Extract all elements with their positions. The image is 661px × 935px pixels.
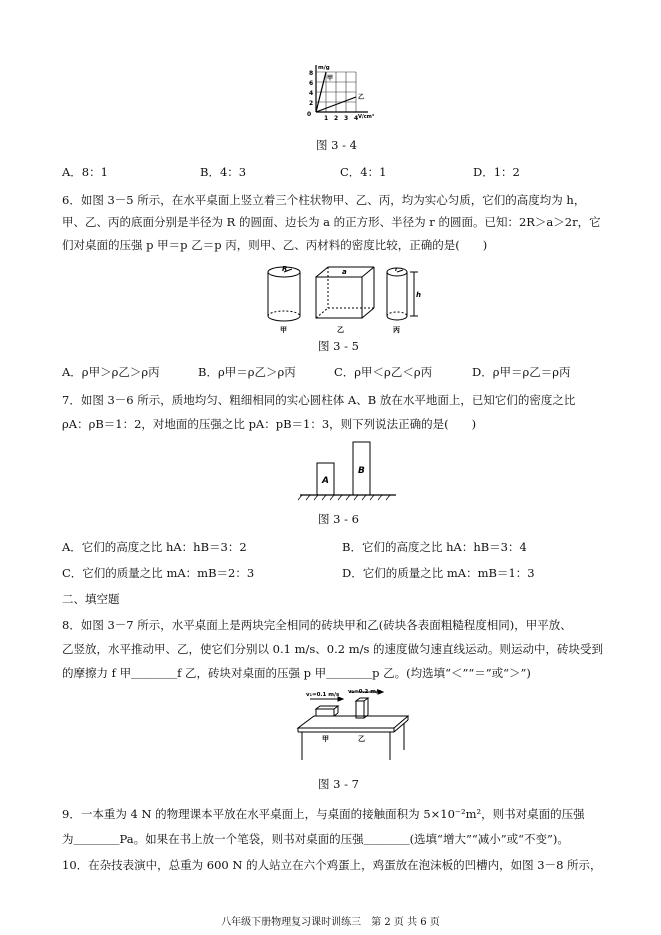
- y-axis-label: m/g: [318, 65, 330, 71]
- cylinder-a-label: A: [322, 476, 329, 486]
- section-heading-fill-in: 二、填空题: [62, 592, 120, 606]
- q5-option-b: B．4：3: [200, 165, 247, 179]
- velocity-1-label: v₁=0.1 m/s: [306, 692, 340, 698]
- q7-line-2: ρA：ρB＝1：2，对地面的压强之比 pA：pB＝1：3，则下列说法正确的是( ): [62, 417, 477, 431]
- y-tick-2: 2: [309, 100, 314, 107]
- q5-option-c: C．4：1: [340, 165, 387, 179]
- x-tick-3: 3: [344, 115, 349, 122]
- q7-line-1: 7．如图 3－6 所示，质地均匀、粗细相同的实心圆柱体 A、B 放在水平地面上，已知它们的密度之比: [62, 393, 576, 407]
- figure-3-7-caption: 图 3 - 7: [318, 777, 359, 791]
- q6-option-d: D．ρ甲＝ρ乙＝ρ丙: [472, 365, 571, 379]
- page-footer: 八年级下册物理复习课时训练三 第 2 页 共 6 页: [221, 917, 440, 928]
- figure-3-6-drawing: [296, 436, 400, 506]
- dim-R-label: R: [282, 265, 288, 273]
- q6-line-2: 甲、乙、丙的底面分别是半径为 R 的圆面、边长为 a 的正方形、半径为 r 的圆面。已知：2R＞a＞2r，它: [62, 215, 601, 229]
- q8-line-1: 8．如图 3－7 所示，水平桌面上是两块完全相同的砖块甲和乙(砖块各表面粗糙程度相同)，甲平放、: [62, 618, 572, 632]
- dim-a-label: a: [342, 268, 347, 276]
- y-tick-0: 0: [307, 111, 312, 118]
- series-a-label: 甲: [327, 75, 334, 82]
- q5-option-d: D．1：2: [473, 165, 520, 179]
- y-tick-4: 4: [309, 90, 314, 97]
- label-yi: 乙: [337, 326, 344, 334]
- q7-option-d: D．它们的质量之比 mA：mB＝1：3: [342, 566, 535, 580]
- q10-line-1: 10．在杂技表演中，总重为 600 N 的人站立在六个鸡蛋上，鸡蛋放在泡沫板的凹槽内，如图 3－8 所示，: [62, 858, 602, 872]
- figure-3-4-caption: 图 3 - 4: [316, 138, 357, 152]
- q6-line-3: 们对桌面的压强 p 甲＝p 乙＝p 丙，则甲、乙、丙材料的密度比较，正确的是( ): [62, 238, 488, 252]
- figure-3-6-caption: 图 3 - 6: [318, 512, 359, 526]
- label-jia: 甲: [280, 326, 287, 334]
- series-b-label: 乙: [358, 94, 365, 101]
- q6-line-1: 6．如图 3－5 所示，在水平桌面上竖立着三个柱状物甲、乙、丙，均为实心匀质，它们的高度均为 h，: [62, 193, 586, 207]
- q7-option-b: B．它们的高度之比 hA：hB＝3：4: [342, 540, 527, 554]
- q8-line-3: 的摩擦力 f 甲＿＿＿＿f 乙，砖块对桌面的压强 p 甲＿＿＿＿p 乙。(均选填“＜”“＝”或“＞”): [62, 666, 531, 680]
- q8-line-2: 乙竖放，水平推动甲、乙，使它们分别以 0.1 m/s、0.2 m/s 的速度做匀速直线运动。则运动中，砖块受到: [62, 642, 604, 656]
- figure-3-4-graph: [296, 62, 376, 132]
- cylinder-b-label: B: [358, 466, 365, 476]
- x-tick-2: 2: [334, 115, 339, 122]
- q6-option-c: C．ρ甲＜ρ乙＜ρ丙: [334, 365, 433, 379]
- y-tick-6: 6: [309, 80, 314, 87]
- y-tick-8: 8: [309, 70, 314, 77]
- dim-r-label: r: [395, 266, 398, 273]
- brick-jia-label: 甲: [322, 735, 329, 743]
- q6-option-a: A．ρ甲＞ρ乙＞ρ丙: [62, 365, 160, 379]
- brick-yi-label: 乙: [358, 735, 365, 743]
- figure-3-5-drawing: [258, 260, 426, 340]
- x-tick-1: 1: [324, 115, 329, 122]
- figure-3-5-caption: 图 3 - 5: [318, 339, 359, 353]
- q6-option-b: B．ρ甲＝ρ乙＞ρ丙: [198, 365, 296, 379]
- q7-option-a: A．它们的高度之比 hA：hB＝3：2: [62, 540, 247, 554]
- x-axis-label: V/cm³: [358, 114, 375, 120]
- q9-line-2: 为＿＿＿＿Pa。如果在书上放一个笔袋，则书对桌面的压强＿＿＿＿(选填“增大”“减小”或“不变”)。: [62, 832, 569, 846]
- x-tick-4: 4: [354, 115, 359, 122]
- q9-line-1: 9．一本重为 4 N 的物理课本平放在水平桌面上，与桌面的接触面积为 5×10⁻²m²，则书对桌面的压强: [62, 807, 585, 821]
- dim-h-label: h: [416, 291, 421, 299]
- velocity-2-label: v₂=0.2 m/s: [348, 689, 382, 696]
- q7-option-c: C．它们的质量之比 mA：mB＝2：3: [62, 566, 255, 580]
- figure-3-7-drawing: [286, 688, 416, 768]
- label-bing: 丙: [393, 326, 400, 334]
- q5-option-a: A．8：1: [62, 165, 108, 179]
